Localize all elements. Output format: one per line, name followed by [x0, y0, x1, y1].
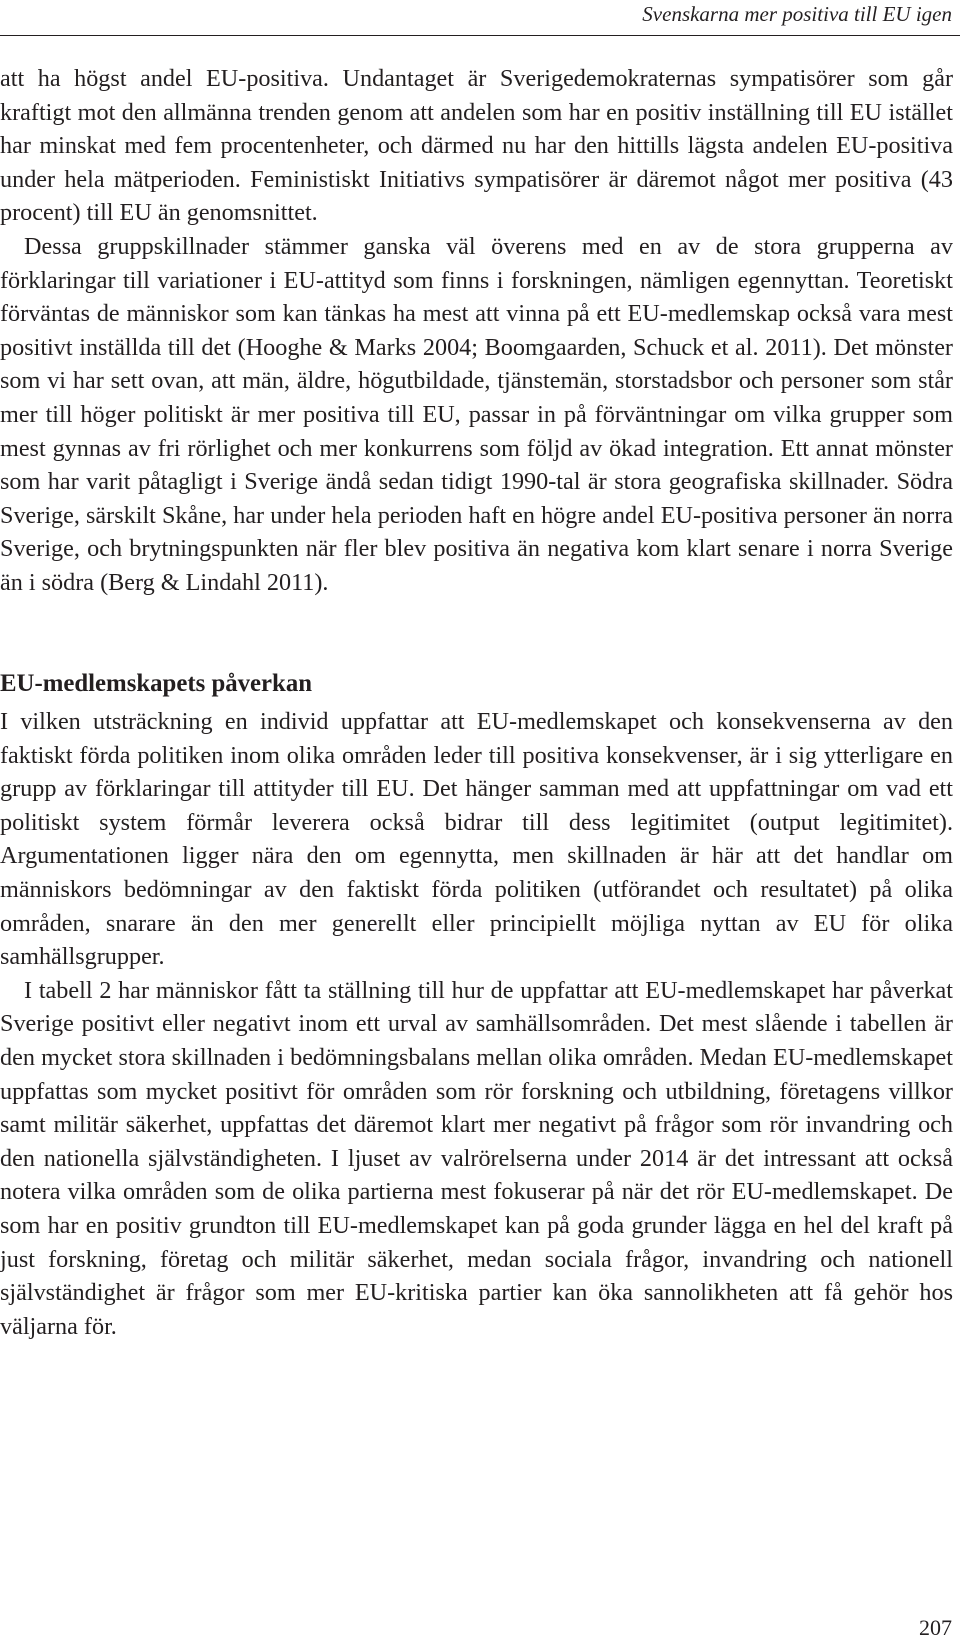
running-header: Svenskarna mer positiva till EU igen [642, 2, 952, 26]
page-number: 207 [919, 1615, 952, 1640]
paragraph-1: att ha högst andel EU-positiva. Undantaget är Sverigedemokraternas sympatisörer som går kraftigt mot den allmänna trenden genom att andelen som har en positiv inställning till EU istället har minskat med fem procentenheter, och därmed nu har den hittills lägsta andelen EU-positiva under hela mätperioden. Feministiskt Initiativs sympatisörer är däremot något mer positiva (43 procent) till EU än genomsnittet. [0, 65, 953, 227]
paragraph-4: I tabell 2 har människor fått ta ställning till hur de uppfattar att EU-medlemskapet har påverkat Sverige positivt eller negativt inom ett urval av samhällsområden. Det mest slående i tabellen är den mycket stora skillnaden i bedömningsbalans mellan olika områden. Medan EU-medlemskapet uppfattas som mycket positivt för områden som rör forskning och utbildning, företagens villkor samt militär säkerhet, uppfattas det däremot klart mer negativt på frågor som rör invandring och den nationella självständigheten. I ljuset av valrörelserna under 2014 är det intressant att också notera vilka områden som de olika partierna mest fokuserar på när det rör EU-medlemskapet. De som har en positiv grundton till EU-medlemskapet kan på goda grunder lägga en hel del kraft på just forskning, företag och militär säkerhet, medan sociala frågor, invandring och nationell självständighet är frågor som mer EU-kritiska partier kan öka sannolikheten att få gehör hos väljarna för. [0, 976, 953, 1340]
paragraph-2: Dessa gruppskillnader stämmer ganska väl överens med en av de stora grupperna av förklaringar till variationer i EU-attityd som finns i forskningen, nämligen egennyttan. Teoretiskt förväntas de människor som kan tänkas ha mest att vinna på ett EU-medlemskap också vara mest positivt inställda till det (Hooghe & Marks 2004; Boomgaarden, Schuck et al. 2011). Det mönster som vi har sett ovan, att män, äldre, högutbildade, tjänstemän, storstadsbor och personer som står mer till höger politiskt är mer positiva till EU, passar in på förväntningar om vilka grupper som mest gynnas av fri rörlighet och mer konkurrens som följd av ökad integration. Ett annat mönster som har varit påtagligt i Sverige ändå sedan tidigt 1990-tal är stora geografiska skillnader. Södra Sverige, särskilt Skåne, har under hela perioden haft en högre andel EU-positiva personer än norra Sverige, och brytningspunkten när fler blev positiva än negativa kom klart senare i norra Sverige än i södra (Berg & Lindahl 2011). [0, 232, 953, 596]
page-body [0, 62, 953, 1343]
header-rule [0, 35, 960, 36]
paragraph-3: I vilken utsträckning en individ uppfattar att EU-medlemskapet och konsekvenserna av den faktiskt förda politiken inom olika områden leder till positiva konsekvenser, är i sig ytterligare en grupp av förklaringar till attityder till EU. Det hänger samman med att uppfattningar om vad ett politiskt system förmår leverera också bidrar till dess legitimitet (output legitimitet). Argumentationen ligger nära den om egennytta, men skillnaden är här att det handlar om människors bedömningar av den faktiskt förda politiken (utförandet och resultatet) på olika områden, snarare än den mer generellt eller principiellt möjliga nyttan av EU för olika samhällsgrupper. [0, 708, 953, 971]
section-heading: EU-medlemskapets påverkan [0, 669, 313, 697]
